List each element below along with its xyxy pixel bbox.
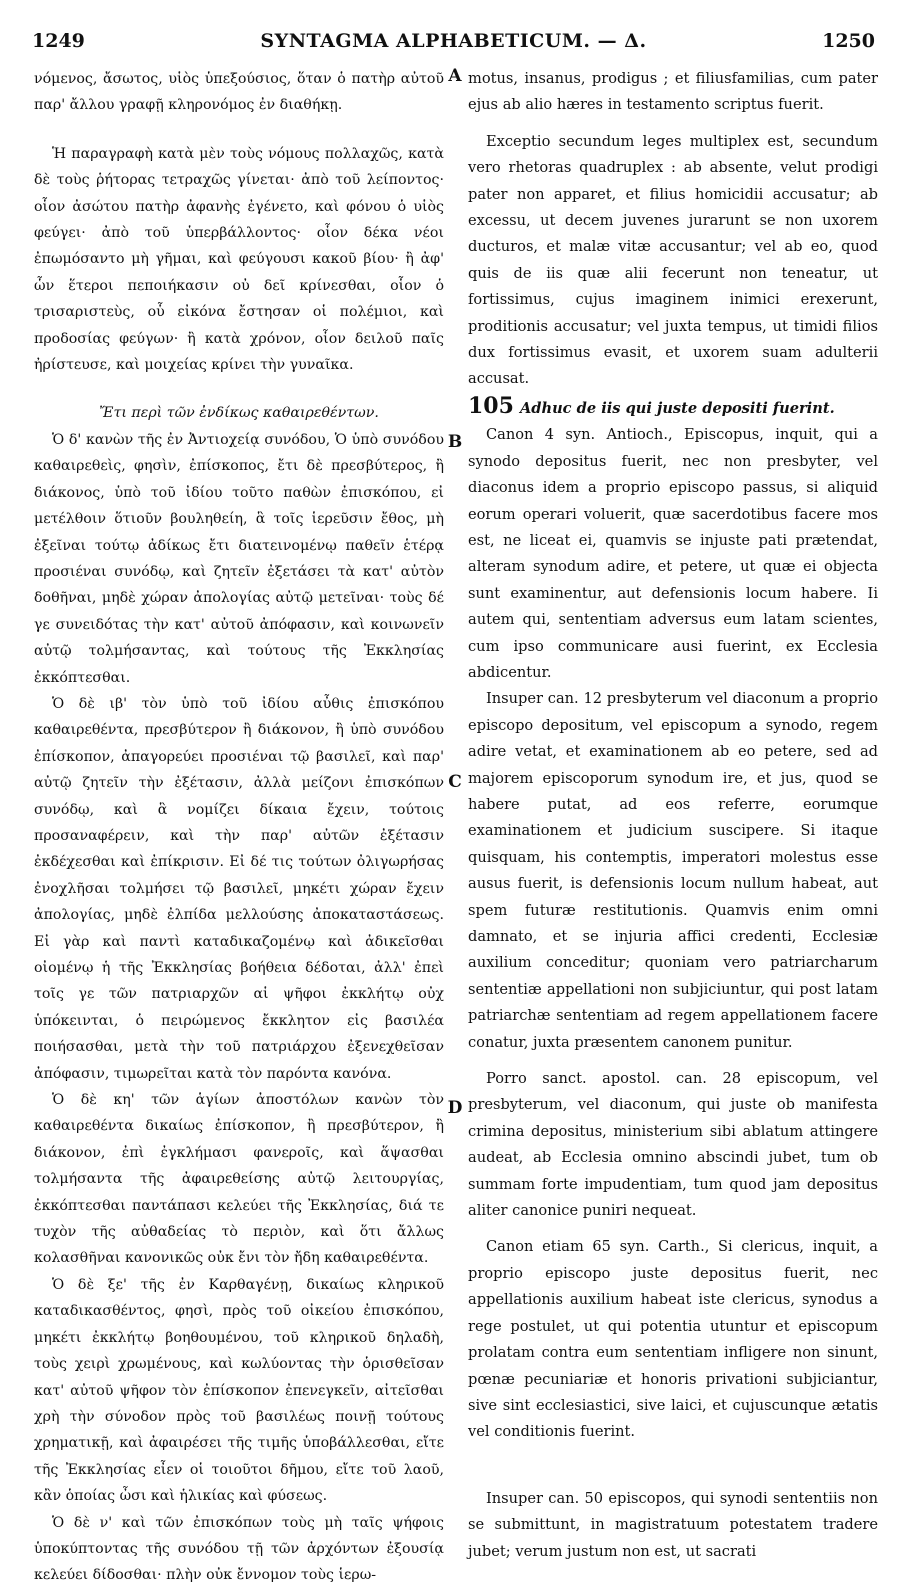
running-title: SYNTAGMA ALPHABETICUM. — Δ. [260,30,647,52]
greek-paragraph: Ὁ δὲ ξε' τῆς ἐν Καρθαγένῃ, δικαίως κληρικοῦ καταδικασθέντος, φησὶ, πρὸς τοῦ οἰκείου ἐπισκόπου, μηκέτι ἐκκλήτῳ βοηθουμένου, τοῦ κληρικοῦ δηλαδὴ, τοὺς χειρὶ χρωμένους, καὶ κωλύοντας τὴν ὁρισθεῖσαν κατ' αὐτοῦ ψῆφον τὸν ἐπίσκοπον ἐπενεγκεῖν, αἰτεῖσθαι χρὴ τὴν σύνοδον πρὸς τοῦ βασιλέως ποινῇ τούτους χρηματικῇ, καὶ ἀφαιρέσει τῆς τιμῆς ὑποβάλλεσθαι, εἴτε τῆς Ἐκκλησίας εἶεν οἱ τοιοῦτοι δῆμου, εἴτε τοῦ λαοῦ, κἂν ὁποίας ὦσι καὶ ἡλικίας καὶ φύσεως. [34,1276,444,1505]
latin-paragraph: Insuper can. 50 episcopos, qui synodi sententiis non se submittunt, in magistratuum potestatem tradere jubet; verum justum non est, ut sacrati [468,1489,878,1560]
greek-paragraph: Ὁ δ' κανὼν τῆς ἐν Ἀντιοχείᾳ συνόδου, Ὁ ὑπὸ συνόδου καθαιρεθεὶς, φησὶν, ἐπίσκοπος, ἔτι δὲ πρεσβύτερος, ἢ διάκονος, ὑπὸ τοῦ ἰδίου τοῦτο παθὼν ἐπισκόπου, εἰ μετέλθοιν ὅτιοῦν βουληθείη, ἃ τοῖς ἱερεῦσιν ἔθος, μὴ ἐξεῖναι τούτῳ ἀδίκως ἔτι διατεινομένῳ παθεῖν ἑτέρᾳ προσιέναι συνόδῳ, καὶ ζητεῖν ἐξετάσει τὰ κατ' αὐτὸν δοθῆναι, μηδὲ χώραν ἀπολογίας αὐτῷ μετεῖναι· τοὺς δέ γε συνειδότας τὴν κατ' αὐτοῦ ἀπόφασιν, καὶ κοινωνεῖν αὐτῷ τολμήσαντας, καὶ τούτους τῆς Ἐκκλησίας ἐκκόπτεσθαι. [34,431,444,686]
latin-paragraph: Insuper can. 12 presbyterum vel diaconum a proprio episcopo depositum, vel episcopum a synodo, regem adire vetat, et examinationem ab eo petere, sed ad majorem episcoporum synodum ire, et jus, quod se habere putat, ad eos referre, eorumque examinationem et judicium suscipere. Si itaque quisquam, his contemptis, imperatori molestus esse ausus fuerit, is defensionis locum nullum habeat, aut spem futuræ restitutionis. Quamvis enim omni damnato, et se injuria affici credenti, Ecclesiæ auxilium conceditur; quoniam vero patriarcharum sententiæ appellationi non subjiciuntur, qui post latam patriarchæ sententiam ad regem appellationem facere conatur, juxta præsentem canonem punitur. [468,690,878,1051]
latin-paragraph: Porro sanct. apostol. can. 28 episcopum, vel presbyterum, vel diaconum, qui juste ob manifesta crimina depositus, ministerium sibi ablatum attingere audeat, ab Ecclesia omnino abscindi jubet, tum ob summam forte impudentiam, tum quod jam depositus aliter canonice puniri nequeat. [468,1070,878,1220]
section-marker-c: C [448,772,462,792]
greek-paragraph: Ἡ παραγραφὴ κατὰ μὲν τοὺς νόμους πολλαχῶς, κατὰ δὲ τοὺς ῥήτορας τετραχῶς γίνεται· ἀπὸ τοῦ λείποντος· οἷον ἀσώτου πατὴρ ἀφανὴς ἐγένετο, καὶ φόνου ὁ υἱὸς φεύγει· ἀπὸ τοῦ ὑπερβάλλοντος· οἷον δέκα νέοι ἐπωμόσαντο μὴ γῆμαι, καὶ φεύγουσι κακοῦ βίου· ἢ ἀφ' ὧν ἕτεροι πεποιήκασιν οὐ δεῖ κρίνεσθαι, οἷον ὁ τρισαριστεὺς, οὗ εἰκόνα ἔστησαν οἱ πολέμιοι, καὶ προδοσίας φεύγων· ἢ κατὰ χρόνον, οἷον δειλοῦ παῖς ἠρίστευσε, καὶ μοιχείας κρίνει τὴν γυναῖκα. [34,145,444,374]
latin-paragraph: Exceptio secundum leges multiplex est, secundum vero rhetoras quadruplex : ab absente, velut prodigi pater non apparet, et filius homicidii accusatur; ab excessu, ut decem juvenes jurarunt se non uxorem ducturos, et malæ vitæ accusantur; vel ab eo, quod quis de iis quæ alii fecerunt non teneatur, ut fortissimus, cujus imaginem inimici erexerunt, proditionis accusatur; vel juxta tempus, ut timidi filios dux fortissimus evasit, et uxorem suam adulterii accusat. [468,132,878,388]
latin-section-heading [468,393,878,422]
greek-section-heading: Ἔτι περὶ τῶν ἐνδίκως καθαιρεθέντων. [99,405,379,422]
right-page-number: 1250 [822,30,875,52]
page-header [32,30,875,60]
latin-column [468,66,878,1565]
latin-paragraph: motus, insanus, prodigus ; et filiusfamilias, cum pater ejus ab alio hæres in testamento scriptus fuerit. [468,70,878,114]
section-marker-d: D [447,1098,463,1118]
section-marker-a: A [448,66,462,86]
section-marker-b: B [447,432,463,452]
greek-paragraph: Ὁ δὲ ιβ' τὸν ὑπὸ τοῦ ἰδίου αὖθις ἐπισκόπου καθαιρεθέντα, πρεσβύτερον ἢ διάκονον, ἢ ὑπὸ συνόδου ἐπίσκοπον, ἀπαγορεύει προσιέναι τῷ βασιλεῖ, καὶ παρ' αὐτῷ ζητεῖν τὴν ἐξέτασιν, ἀλλὰ μείζονι ἐπισκόπων συνόδῳ, καὶ ἃ νομίζει δίκαια ἔχειν, τούτοις προσαναφέρειν, καὶ τὴν παρ' αὐτῶν ἐξέτασιν ἐκδέχεσθαι καὶ ἐπίκρισιν. Εἰ δέ τις τούτων ὀλιγωρήσας ἐνοχλῆσαι τολμήσει τῷ βασιλεῖ, μηκέτι χώραν ἔχειν ἀπολογίας, μηδὲ ἐλπίδα μελλούσης ἀποκαταστάσεως. Εἰ γὰρ καὶ παντὶ καταδικαζομένῳ καὶ ἀδικεῖσθαι οἰομένῳ ἡ τῆς Ἐκκλησίας βοήθεια δέδοται, ἀλλ' ἐπεὶ τοῖς γε τῶν πατριαρχῶν αἱ ψῆφοι ἐκκλήτῳ οὐχ ὑπόκεινται, ὁ πειρώμενος ἔκκλητον εἰς βασιλέα ποιήσασθαι, μετὰ τὴν τοῦ πατριάρχου ἐξενεχθεῖσαν ἀπόφασιν, τιμωρεῖται κατὰ τὸν παρόντα κανόνα. [34,695,444,1082]
greek-paragraph: νόμενος, ἄσωτος, υἱὸς ὑπεξούσιος, ὅταν ὁ πατὴρ αὐτοῦ παρ' ἄλλου γραφῇ κληρονόμος ἐν διαθήκῃ. [34,71,444,114]
section-number: 105 [468,392,514,419]
left-page-number: 1249 [32,30,85,52]
greek-column [34,66,444,1589]
latin-paragraph: Canon etiam 65 syn. Carth., Si clericus, inquit, a proprio episcopo juste depositus fuerit, nec appellationis auxilium habeat iste clericus, synodus a rege postulet, ut qui potentia utuntur et episcopum prolatam contra eum sententiam infligere non sinunt, pœnæ pecuniariæ et honoris privationi subjiciantur, sive sint ecclesiastici, sive laici, et cujuscunque ætatis vel conditionis fuerint. [468,1238,878,1441]
latin-paragraph: Canon 4 syn. Antioch., Episcopus, inquit, qui a synodo depositus fuerit, nec non presbyter, vel diaconus idem a proprio episcopo passus, si aliquid eorum operari voluerit, quæ sacerdotibus facere mos est, ne liceat ei, quamvis se injuste pati prætendat, alteram synodum adire, et petere, ut quæ ei objecta sunt examinentur, aut defensionis locum habere. Ii autem qui, sententiam adversus eum latam scientes, cum ipso communicare ausi fuerint, ex Ecclesia abdicentur. [468,426,878,681]
greek-paragraph: Ὁ δὲ ν' καὶ τῶν ἐπισκόπων τοὺς μὴ ταῖς ψήφοις ὑποκύπτοντας τῆς συνόδου τῇ τῶν ἀρχόντων ἐξουσίᾳ κελεύει δίδοσθαι· πλὴν οὐκ ἔννομον τοὺς ἱερω- [34,1514,444,1584]
latin-heading-text: Adhuc de iis qui juste depositi fuerint. [519,399,835,417]
greek-paragraph: Ὁ δὲ κη' τῶν ἁγίων ἀποστόλων κανὼν τὸν καθαιρεθέντα δικαίως ἐπίσκοπον, ἢ πρεσβύτερον, ἢ διάκονον, ἐπὶ ἐγκλήμασι φανεροῖς, καὶ ἅψασθαι τολμήσαντα τῆς ἀφαιρεθείσης αὐτῷ λειτουργίας, ἐκκόπτεσθαι παντάπασι κελεύει τῆς Ἐκκλησίας, διά τε τυχὸν τῆς αὐθαδείας τὸ περιὸν, καὶ ὅτι ἄλλως κολασθῆναι κανονικῶς οὐκ ἔνι τὸν ἤδη καθαιρεθέντα. [34,1092,444,1267]
